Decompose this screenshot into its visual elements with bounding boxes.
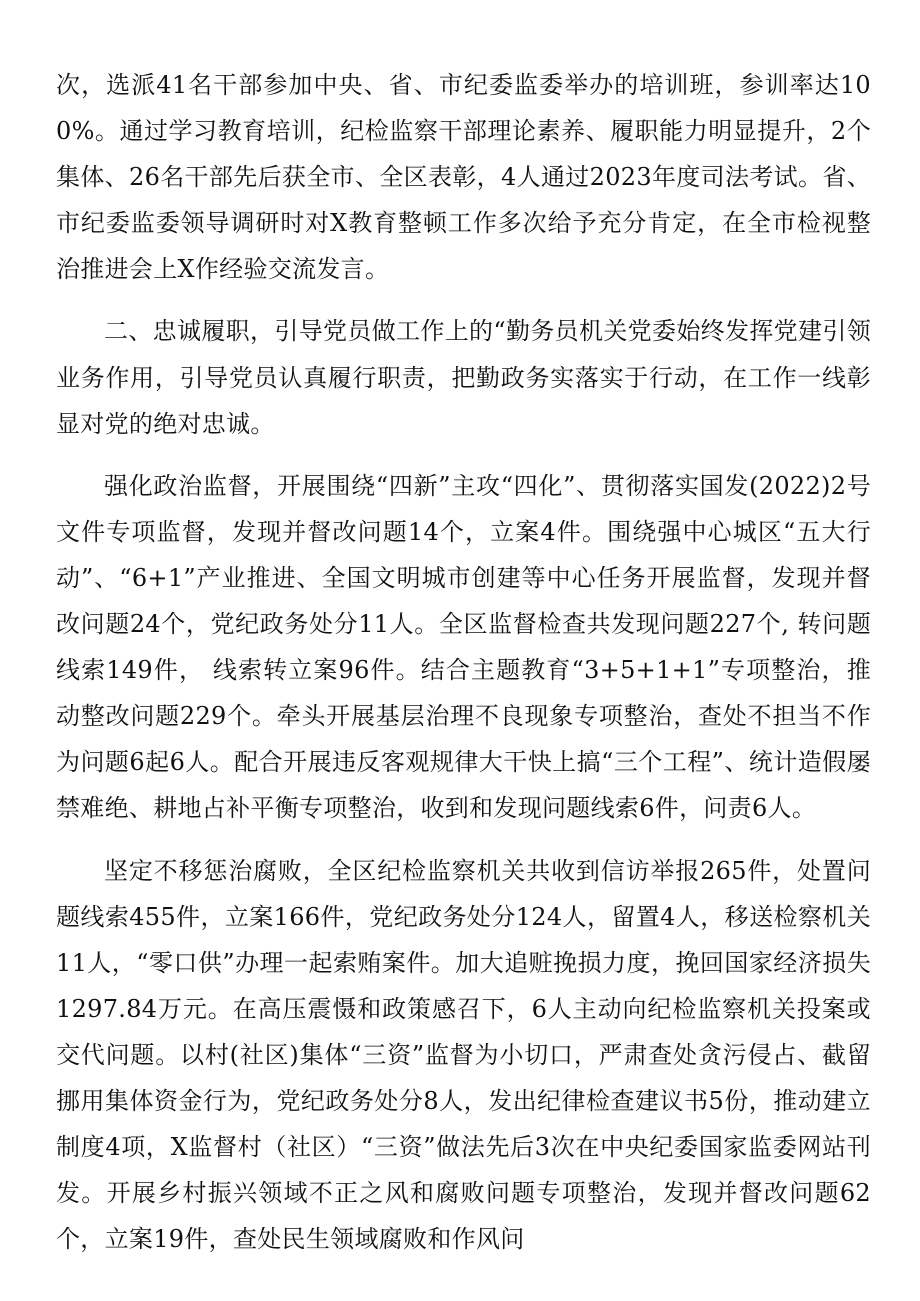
document-page [56,62,871,1262]
paragraph-section-two-heading: 二、忠诚履职，引导党员做工作上的“勤务员机关党委始终发挥党建引领业务作用，引导党员认真履行职责，把勤政务实落实于行动，在工作一线彰显对党的绝对忠诚。 [56,317,871,438]
paragraph-anti-corruption: 坚定不移惩治腐败，全区纪检监察机关共收到信访举报265件，处置问题线索455件，立案166件，党纪政务处分124人，留置4人，移送检察机关11人，“零口供”办理一起索贿案件。加大追赃挽损力度，挽回国家经济损失1297.84万元。在高压震慑和政策感召下，6人主动向纪检监察机关投案或交代问题。以村(社区)集体“三资”监督为小切口，严肃查处贪污侵占、截留挪用集体资金行为，党纪政务处分8人，发出纪律检查建议书5份，推动建立制度4项，X监督村（社区）“三资”做法先后3次在中央纪委国家监委网站刊发。开展乡村振兴领域不正之风和腐败问题专项整治，发现并督改问题62个，立案19件，查处民生领域腐败和作风问 [56,856,871,1254]
paragraph-training-results: 次，选派41名干部参加中央、省、市纪委监委举办的培训班，参训率达100%。通过学习教育培训，纪检监察干部理论素养、履职能力明显提升，2个集体、26名干部先后获全市、全区表彰，4人通过2023年度司法考试。省、市纪委监委领导调研时对X教育整顿工作多次给予充分肯定，在全市检视整治推进会上X作经验交流发言。 [56,71,871,284]
paragraph-political-supervision: 强化政治监督，开展围绕“四新”主攻“四化”、贯彻落实国发(2022)2号文件专项监督，发现并督改问题14个，立案4件。围绕强中心城区“五大行动”、“6+1”产业推进、全国文明城市创建等中心任务开展监督，发现并督改问题24个，党纪政务处分11人。全区监督检查共发现问题227个, 转问题线索149件， 线索转立案96件。结合主题教育“3+5+1+1”专项整治，推动整改问题229个。牵头开展基层治理不良现象专项整治，查处不担当不作为问题6起6人。配合开展违反客观规律大干快上搞“三个工程”、统计造假屡禁难绝、耕地占补平衡专项整治，收到和发现问题线索6件，问责6人。 [56,471,871,823]
